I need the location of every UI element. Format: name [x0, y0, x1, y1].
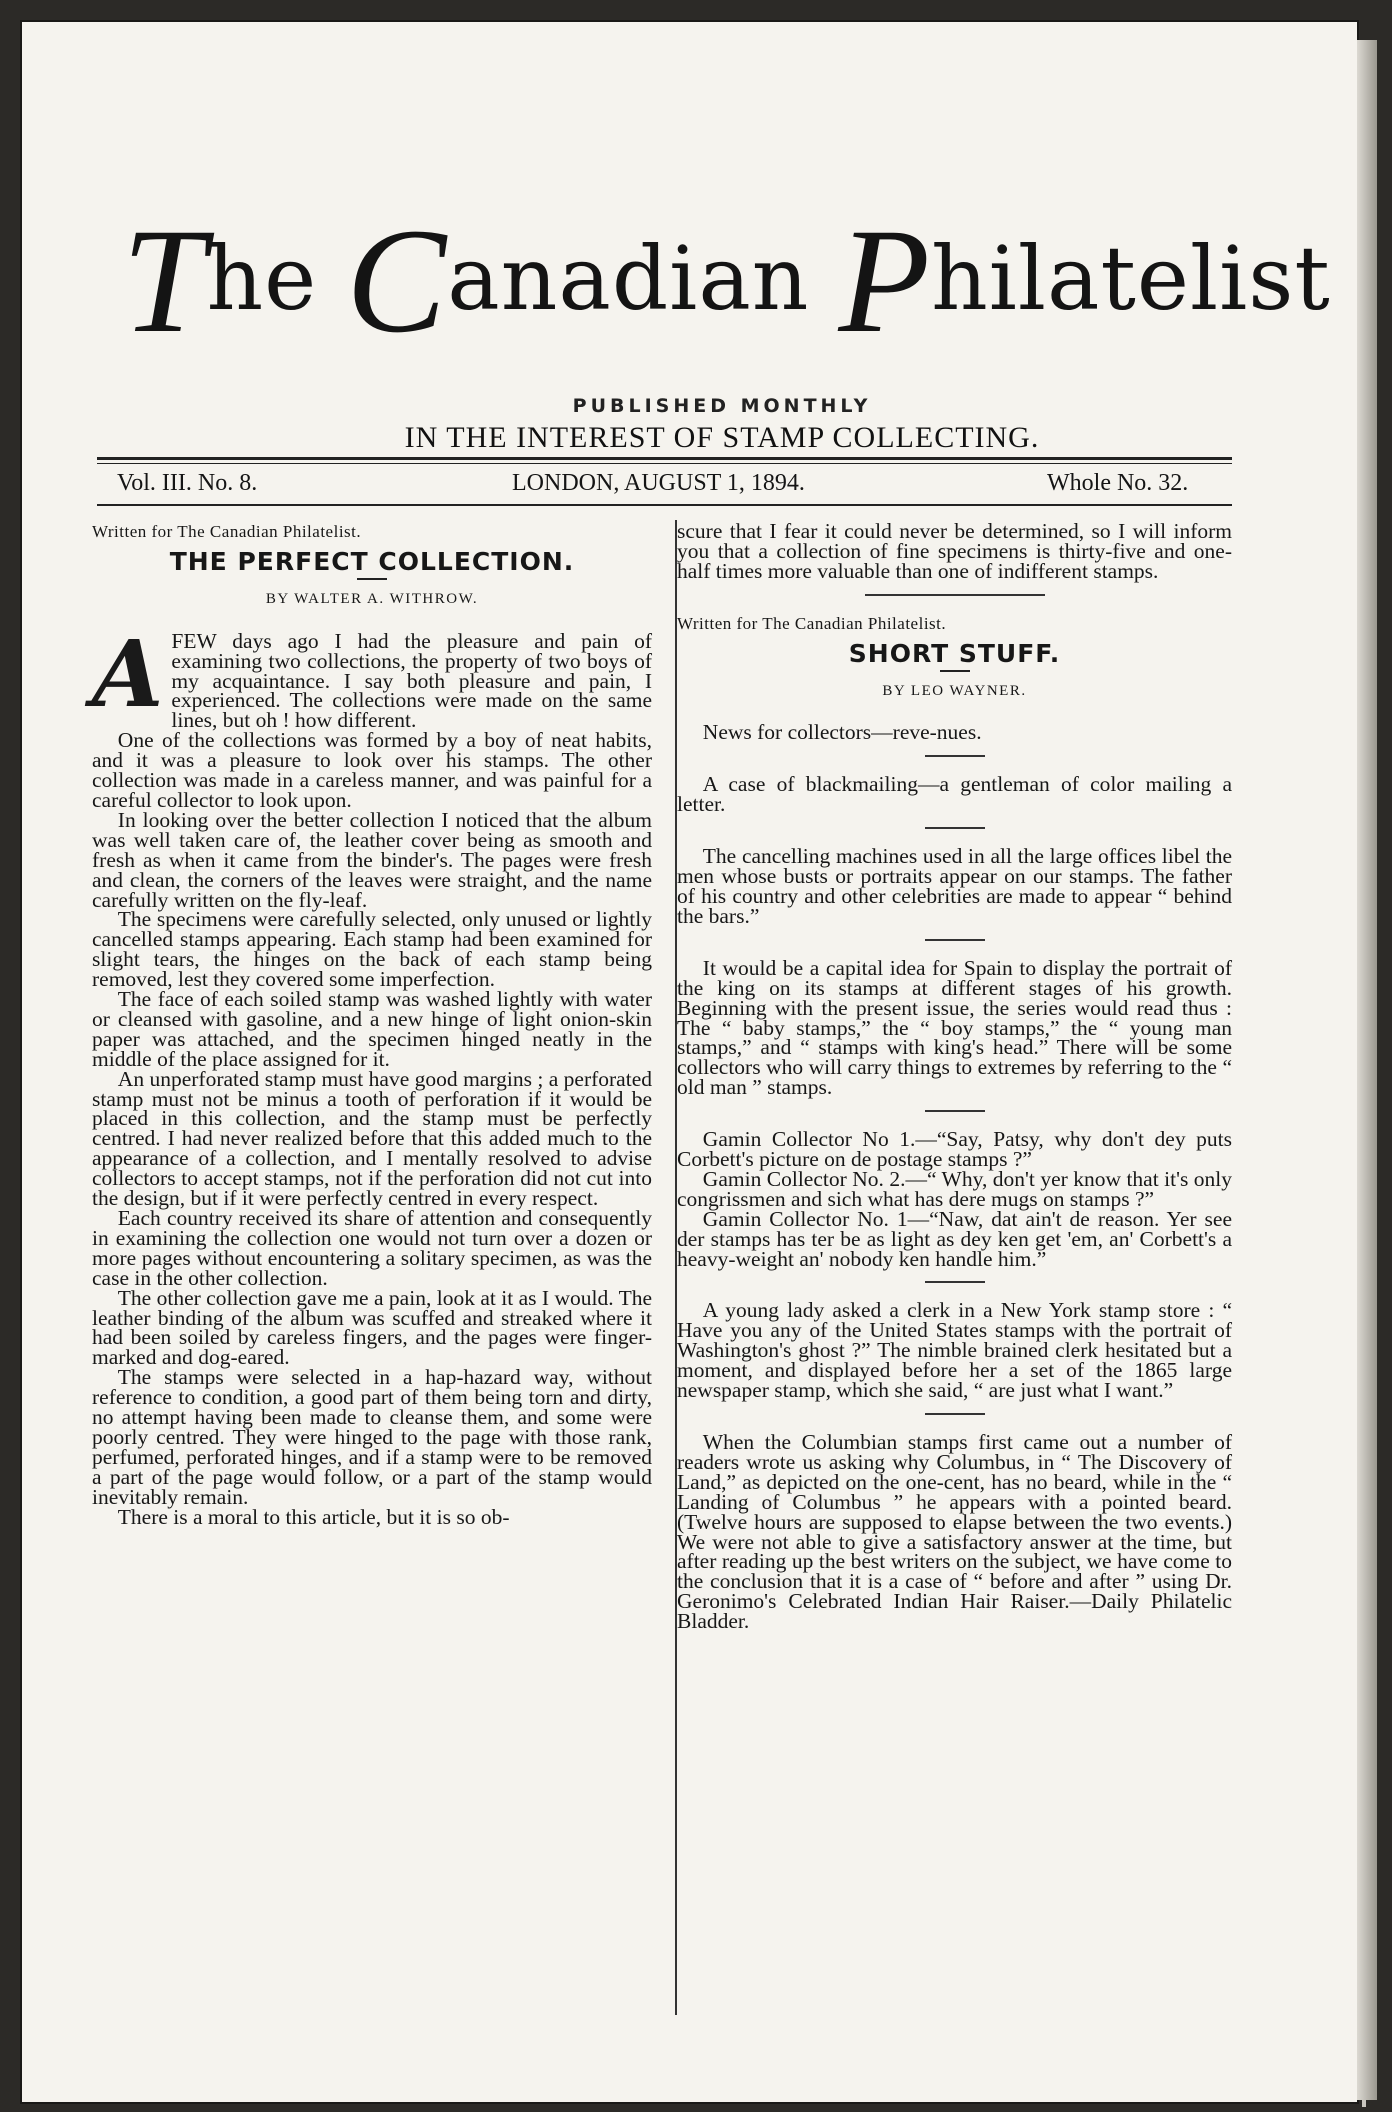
item-rule — [925, 1413, 985, 1415]
title-word-the: he — [206, 227, 347, 330]
item-rule — [925, 1281, 985, 1283]
written-for-note: Written for The Canadian Philatelist. — [677, 613, 947, 633]
drop-cap-letter: A — [92, 619, 164, 728]
short-item: It would be a capital idea for Spain to display the portrait of the king on its stamps at different stages of his growth. Beginning with the present issue, the series would read thus : The “ baby stamps,” the “ boy stamps,” the “ young man stamps,” and “ stamps with king's head.” There will be some collectors who will carry things to extremes by referring to the “ old man ” stamps. — [677, 955, 1232, 1100]
article-paragraph: The face of each soiled stamp was washed lightly with water or cleansed with gasoline, and a new hinge of light onion-skin paper was attached, and the specimen hinged neatly in the middle of the place assigned for it. — [92, 987, 652, 1071]
title-word-philatelist: hilatelist — [931, 227, 1331, 330]
short-item: A case of blackmailing—a gentleman of color mailing a letter. — [677, 772, 1232, 817]
article-headline: THE PERFECT COLLECTION. — [169, 546, 575, 576]
item-rule — [925, 827, 985, 829]
title-initial-t: T — [122, 198, 207, 364]
left-column — [92, 522, 652, 1528]
section-rule — [865, 594, 1045, 596]
title-initial-c: C — [346, 198, 448, 364]
short-item: When the Columbian stamps first came out a number of readers wrote us asking why Columbus, in “ The Discovery of Land,” as depicted on the one-cent, has no beard, while in the “ Landing of Columbus ” he appears with a pointed beard. (Twelve hours are supposed to elapse between the two events.) We were not able to give a satisfactory answer at the time, but after reading up the best writers on the subject, we have come to the conclusion that it is a case of “ before and after ” using Dr. Geronimo's Celebrated Indian Hair Raiser.—Daily Philatelic Bladder. — [677, 1430, 1232, 1634]
headline-rule — [940, 670, 970, 672]
written-for-note: Written for The Canadian Philatelist. — [92, 522, 362, 541]
article-paragraph: One of the collections was formed by a boy of neat habits, and it was a pleasure to look over his stamps. The other collection was made in a careless manner, and was painful for a careful collector to look upon. — [92, 728, 652, 812]
headline-rule — [357, 578, 387, 580]
short-item: A young lady asked a clerk in a New York stamp store : “ Have you any of the United States stamps with the portrait of Washington's ghost ?” The nimble brained clerk hesitated but a moment, and displayed before her a set of the 1865 large newspaper stamp, which she said, “ are just what I want.” — [677, 1298, 1232, 1403]
magazine-page — [22, 22, 1357, 2102]
item-rule — [925, 939, 985, 941]
interest-line: IN THE INTEREST OF STAMP COLLECTING. — [404, 421, 1040, 454]
article-paragraph: The specimens were carefully selected, only unused or lightly cancelled stamps appearing. Each stamp had been examined for slight tears, the hinges on the back of each stamp being removed, lest they covered some imperfection. — [92, 907, 652, 992]
masthead-title — [122, 198, 1331, 364]
article-paragraph: The stamps were selected in a hap-hazard way, without reference to condition, a good part of them being torn and dirty, no attempt having been made to cleanse them, and some were poorly centred. They were hinged to the page with those rank, perfumed, perforated hinges, and if a stamp were to be removed a part of the page would follow, or a part of the stamp would inevitably remain. — [92, 1365, 652, 1509]
article-paragraph: The other collection gave me a pain, look at it as I would. The leather binding of the album was scuffed and streaked where it had been soiled by careless fingers, and the pages were finger-marked and dog-eared. — [92, 1285, 652, 1370]
item-rule — [925, 755, 985, 757]
article-paragraph: An unperforated stamp must have good margins ; a perforated stamp must not be minus a tooth of perforation if it would be placed in this collection, and the stamp must be perfectly centred. I had never realized before that this added much to the appearance of a collection, and I mentally resolved to advise collectors to accept stamps, not if the perforation did not cut into the design, but if it were perfectly centred in every respect. — [92, 1066, 652, 1211]
continuation-paragraph: scure that I fear it could never be determined, so I will inform you that a collection of fine specimens is thirty-five and one-half times more valuable than one of indifferent stamps. — [677, 519, 1232, 583]
issue-bottom-rule — [97, 504, 1232, 506]
article-paragraph: There is a moral to this article, but it is so ob- — [117, 1504, 510, 1529]
article-byline: BY LEO WAYNER. — [882, 682, 1027, 699]
book-page-stack — [1357, 40, 1377, 2100]
title-word-canadian: anadian — [447, 227, 839, 330]
top-double-rule — [97, 457, 1232, 460]
short-item: The cancelling machines used in all the large offices libel the men whose busts or portraits appear on our stamps. The father of his country and other celebrities are made to appear “ behind the bars.” — [677, 844, 1232, 928]
right-column — [677, 519, 1232, 1634]
article-paragraph: AFEW days ago I had the pleasure and pain of examining two collections, the property of two boys of my acquaintance. I say both pleasure and pain, I experienced. The collections were made on the same lines, but oh ! how different. — [92, 619, 652, 733]
place-date: LONDON, AUGUST 1, 1894. — [512, 470, 805, 496]
published-monthly: PUBLISHED MONTHLY — [572, 395, 872, 417]
item-rule — [925, 1110, 985, 1112]
short-item: News for collectors—reve-nues. — [702, 720, 982, 745]
article-byline: BY WALTER A. WITHROW. — [265, 590, 479, 607]
article-paragraph: In looking over the better collection I noticed that the album was well taken care of, the leather cover being as smooth and fresh as when it came from the binder's. The pages were fresh and clean, the corners of the leaves were straight, and the name carefully written on the fly-leaf. — [92, 807, 652, 912]
article-headline: SHORT STUFF. — [848, 638, 1061, 668]
short-item: Gamin Collector No. 2.—“ Why, don't yer know that it's only congrissmen and sich what has dere mugs on stamps ?” — [677, 1166, 1232, 1211]
short-item: Gamin Collector No 1.—“Say, Patsy, why don't dey puts Corbett's picture on de postage stamps ?” — [677, 1127, 1232, 1172]
volume-number: Vol. III. No. 8. — [117, 470, 258, 496]
article-paragraph: Each country received its share of attention and consequently in examining the collection one would not turn over a dozen or more pages without encountering a solitary specimen, as was the case in the other collection. — [92, 1206, 652, 1290]
whole-number: Whole No. 32. — [1047, 470, 1189, 496]
title-initial-p: P — [838, 198, 932, 364]
top-thin-rule — [97, 463, 1232, 464]
masthead — [122, 198, 1331, 454]
short-item: Gamin Collector No. 1—“Naw, dat ain't de reason. Yer see der stamps has ter be as light as dey ken get 'em, an' Corbett's a heavy-weight an' nobody ken handle him.” — [677, 1206, 1232, 1271]
